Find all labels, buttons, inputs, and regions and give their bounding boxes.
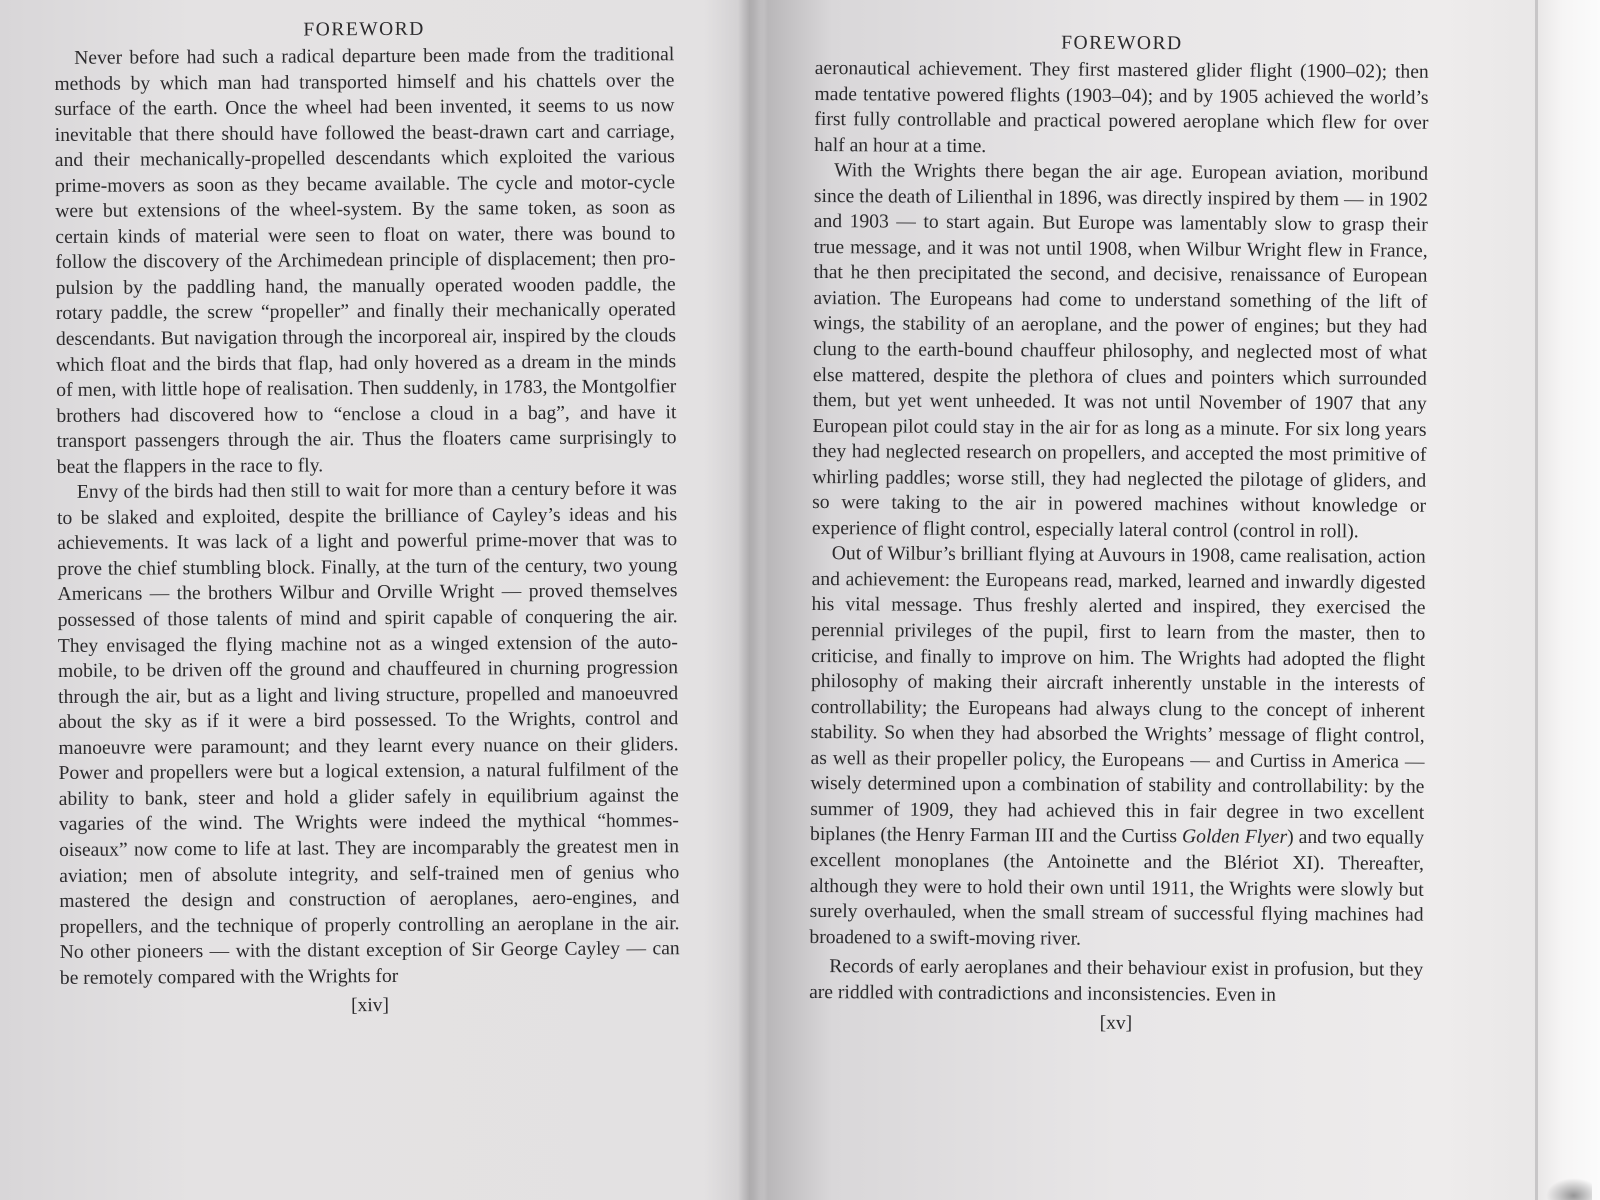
right-page xyxy=(809,28,1429,1039)
running-head-right: FOREWORD xyxy=(1061,32,1183,55)
italic-title: Golden Flyer xyxy=(1181,826,1288,849)
paragraph-3-text-b: ) and two equally excellent monoplanes (the Antoinette and the Blériot XI). Thereafter, although they were to hold their own until 1911, the Wrights were slowly but surely overhauled, when the small stream of successful flying machines had broadened to a swift-moving river. xyxy=(809,827,1425,950)
book-gutter xyxy=(738,0,764,1200)
background-surface xyxy=(1538,0,1600,1200)
left-page xyxy=(54,14,680,1021)
left-paragraph-2: Envy of the birds had then still to wait for more than a century before it was to be slaked and exploited, despite the brilliance of Cayley’s ideas and his achievements. It was lack of a light and powerful prime-mover that was to prove the chief stumbling block. Finally, at the turn of the century, two young Americans — the brothers Wilbur and Orville Wright — proved themselves possessed of those talents of mind and spirit capable of conquering the air. They envisaged the flying machine not as a winged extension of the automobile, to be driven off the ground and chauffeured in churning progression through the air, but as a light and living structure, propelled and manoeuvred about the sky as if it were a bird possessed. To the Wrights, control and manoeuvre were paramount; and they learnt every nuance on their gliders. Power and propellers were but a logical extension, a natural fulfilment of the ability to bank, steer and hold a glider safely in equilibrium against the vagaries of the wind. The Wrights were indeed the mythical “hommes-oiseaux” now come to life at last. They are incomparably the greatest men in aviation; men of absolute integrity, and self-trained men of genius who mastered the design and construction of aeroplanes, aero-engines, and propellers, and the technique of properly controlling an aeroplane in the air. No other pioneers — with the distant exception of Sir George Cayley — can be remotely compared with the Wrights for xyxy=(56,478,680,989)
folio-right: [xv] xyxy=(1099,1012,1133,1035)
right-paragraph-3 xyxy=(809,541,1425,953)
right-page-body xyxy=(809,56,1429,1009)
folio-left: [xiv] xyxy=(351,995,390,1017)
paragraph-3-text-a: Out of Wilbur’s brilliant flying at Auvours in 1908, came realisation, action and achievement: the Europeans read, marked, learned and inwardly digested his vital message. Thus freshly alerted and inspired, they exercised the perennial privileges of the pupil, first to learn from the master, then to criticise, and finally to improve on him. The Wrights had adopted the flight philosophy of making their aircraft inherently unstable in the interests of controllability; the Europeans had always clung to the concept of inherent stability. So when they had absorbed the Wrights’ message of flight control, as well as their propeller policy, the Europeans — and Curtiss in America — wisely determined upon a combination of stability and controllability: by the summer of 1909, they had achieved this in fair degree in two excellent biplanes (the Henry Farman III and the Curtiss xyxy=(810,543,1426,848)
left-paragraph-1: Never before had such a radical departure been made from the traditional methods by which man had transported himself and his chattels over the surface of the earth. Once the wheel had been invented, it seems to us now inevitable that there should have followed the beast-drawn cart and carriage, and their mechanically-propelled descendants which exploited the various prime-movers as soon as they became available. The cycle and motor-cycle were but extensions of the wheel-system. By the same token, as soon as certain kinds of material were seen to float on water, there was bound to follow the discovery of the Archimedean principle of displacement; then propulsion by the paddling hand, the manually operated wooden paddle, the rotary paddle, the screw “propeller” and finally their mechanically operated descendants. But navigation through the incorporeal air, inspired by the clouds which float and the birds that flap, had only hovered as a dream in the minds of men, with little hope of realisation. Then suddenly, in 1783, the Montgolfier brothers had discovered how to “enclose a cloud in a bag”, and have it transport passengers through the air. Thus the floaters came surprisingly to beat the flappers in the race to fly. xyxy=(54,44,677,478)
right-paragraph-2: With the Wrights there began the air age. European aviation, moribund since the death of Lilienthal in 1896, was directly inspired by them — in 1902 and 1903 — to start again. But Europe was lamentably slow to grasp their true message, and it was not until 1908, when Wilbur Wright flew in France, that he then precipitated the second, and decisive, renaissance of European aviation. The Europeans had come to understand something of the lift of wings, the stability of an aeroplane, and the power of engines; but they had clung to the earth-bound chauffeur philosophy, and neglected most of what else mattered, despite the plethora of clues and pointers which surrounded them, but yet went unheeded. It was not until November of 1907 that any European pilot could stay in the air for as long as a minute. For six long years they had neglected research on propellers, and accepted the most primitive of whirling paddles; worse still, they had neglected the pilotage of gliders, and so were taking to the air in powered machines without knowledge or experience of flight control, especially lateral control (control in roll). xyxy=(811,160,1429,543)
left-page-body xyxy=(54,42,680,991)
running-head-left: FOREWORD xyxy=(303,18,425,41)
right-paragraph-1: aeronautical achievement. They first mastered glider flight (1900–02); then made tentative powered flights (1903–04); and by 1905 achieved the world’s first fully controllable and practical powered aeroplane which flew for over half an hour at a time. xyxy=(814,57,1429,157)
right-paragraph-4: Records of early aeroplanes and their behaviour exist in profusion, but they are riddled with contradictions and inconsistencies. Even in xyxy=(809,956,1424,1006)
corner-shadow xyxy=(1546,1178,1592,1200)
